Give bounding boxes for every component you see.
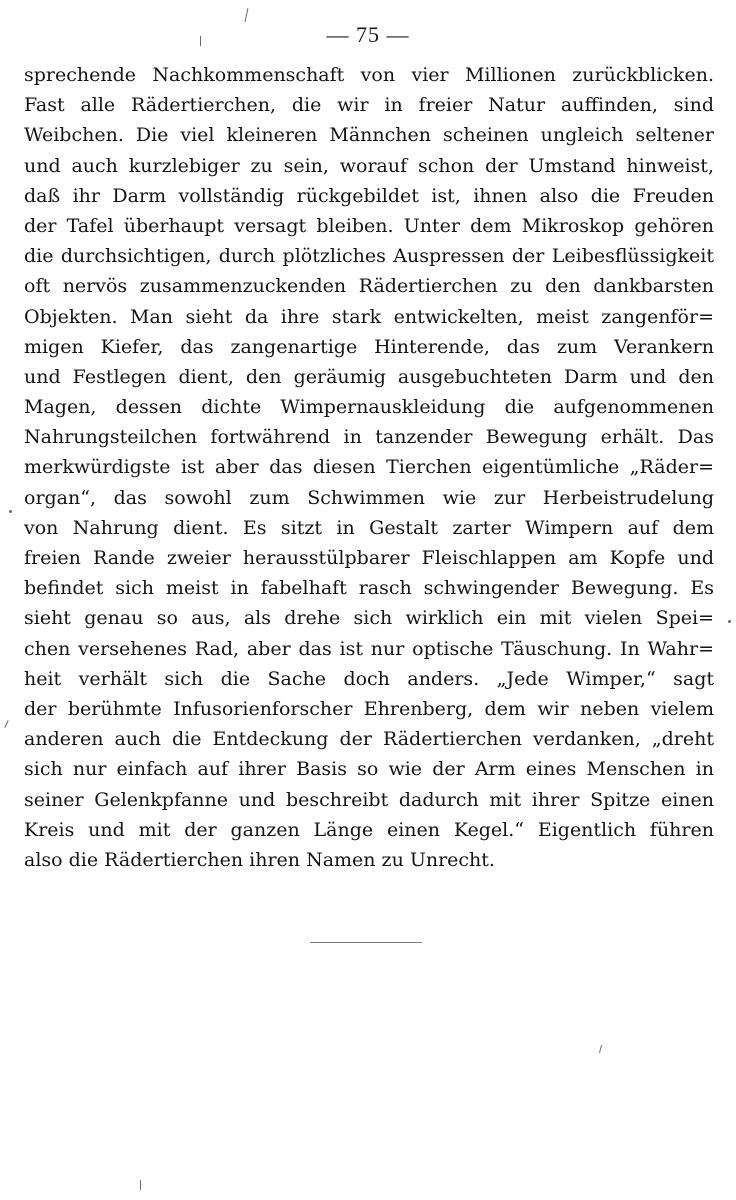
text-line: der berühmte Infusorienforscher Ehrenberg, dem wir neben vielem [24,697,714,720]
scan-speck [140,1180,141,1190]
body-text [24,60,714,875]
text-line: anderen auch die Entdeckung der Rädertierchen verdanken, „dreht [24,728,714,751]
text-line: Magen, dessen dichte Wimpernauskleidung die aufgenommenen [24,396,714,419]
text-line: und Festlegen dient, den geräumig ausgebuchteten Darm und den [24,365,714,388]
text-line: befindet sich meist in fabelhaft rasch schwingender Bewegung. Es [24,577,714,600]
text-line: also die Rädertierchen ihren Namen zu Unrecht. [24,848,495,871]
scan-speck [200,36,201,46]
text-line: Fast alle Rädertierchen, die wir in freier Natur auffinden, sind [24,94,714,117]
text-line: Nahrungsteilchen fortwährend in tanzender Bewegung erhält. Das [24,426,714,449]
text-line: sprechende Nachkommenschaft von vier Millionen zurückblicken. [24,64,714,86]
scan-speck [245,8,249,22]
text-line: chen versehenes Rad, aber das ist nur optische Täuschung. In Wahr= [24,637,714,660]
text-line: organ“, das sowohl zum Schwimmen wie zur Herbeistrudelung [24,486,714,509]
scan-speck [4,720,8,728]
text-line: heit verhält sich die Sache doch anders. „Jede Wimper,“ sagt [24,667,714,690]
text-line: Weibchen. Die viel kleineren Männchen scheinen ungleich seltener [24,124,714,147]
section-divider [310,942,422,943]
text-line: seiner Gelenkpfanne und beschreibt dadurch mit ihrer Spitze einen [24,788,714,811]
text-line: freien Rande zweier herausstülpbarer Fleischlappen am Kopfe und [24,547,714,569]
text-line: merkwürdigste ist aber das diesen Tierchen eigentümliche „Räder= [24,456,714,479]
text-line: Objekten. Man sieht da ihre stark entwickelten, meist zangenför= [24,305,714,328]
text-line: Kreis und mit der ganzen Länge einen Kegel.“ Eigentlich führen [24,818,714,841]
text-line: migen Kiefer, das zangenartige Hinterende, das zum Verankern [24,335,714,358]
text-line: sieht genau so aus, als drehe sich wirklich ein mit vielen Spei= [24,607,714,630]
text-line: die durchsichtigen, durch plötzliches Auspressen der Leibesflüssigkeit [24,245,714,268]
text-line: von Nahrung dient. Es sitzt in Gestalt zarter Wimpern auf dem [24,516,714,539]
scan-speck [599,1045,602,1053]
text-line: sich nur einfach auf ihrer Basis so wie der Arm eines Menschen in [24,758,714,781]
text-line: der Tafel überhaupt versagt bleiben. Unter dem Mikroskop gehören [24,214,714,237]
scan-speck [9,510,12,513]
text-line: oft nervös zusammenzuckenden Rädertierchen zu den dankbarsten [24,275,714,298]
text-line: daß ihr Darm vollständig rückgebildet ist, ihnen also die Freuden [24,184,714,207]
page-number: — 75 — [326,22,410,47]
text-line: und auch kurzlebiger zu sein, worauf schon der Umstand hinweist, [24,154,714,177]
scan-speck [728,620,731,623]
